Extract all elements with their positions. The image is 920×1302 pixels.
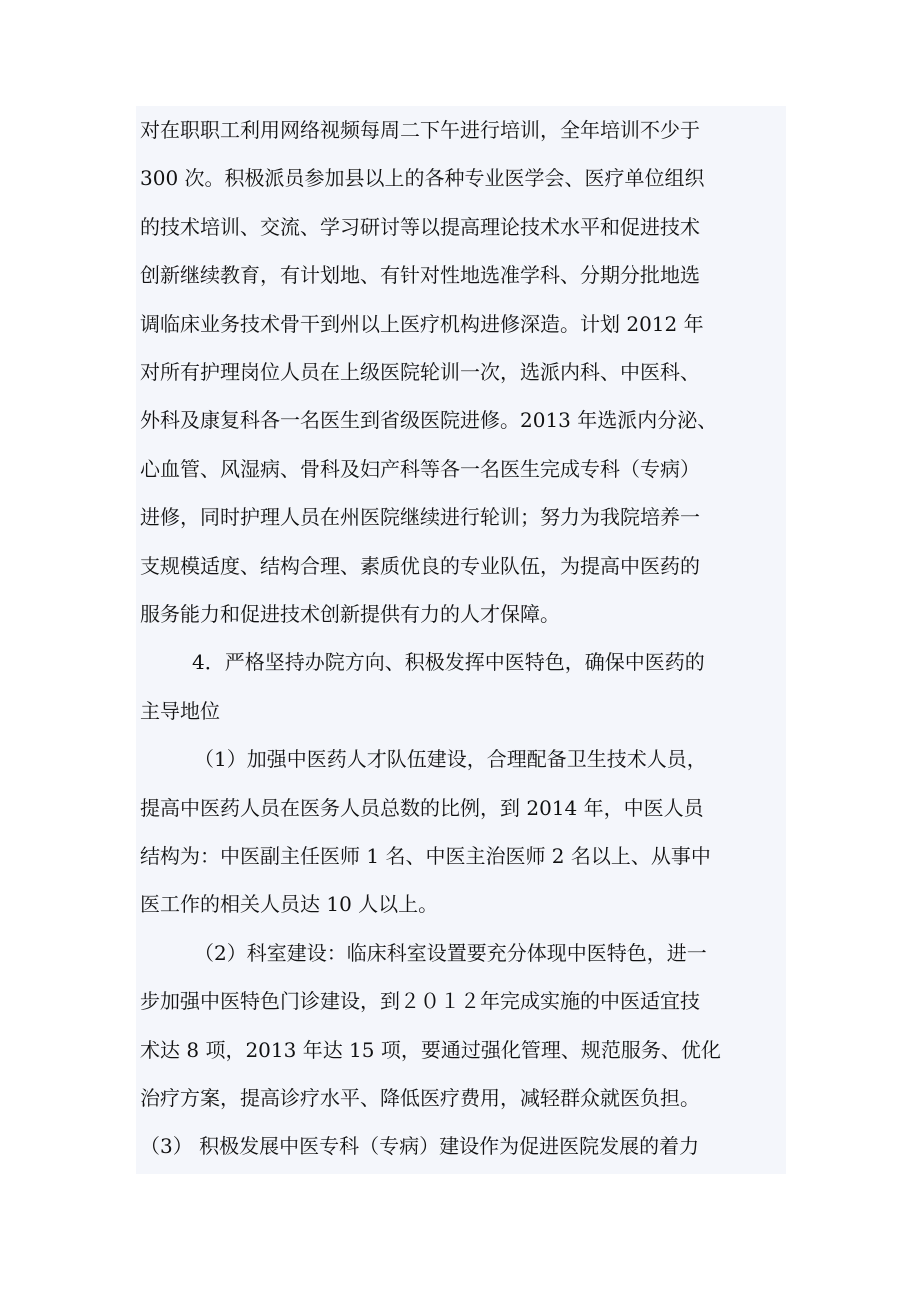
section-heading-continued: 主导地位 bbox=[140, 698, 220, 723]
text-line: 支规模适度、结构合理、素质优良的专业队伍，为提高中医药的 bbox=[140, 553, 700, 578]
text-line: 术达 8 项，2013 年达 15 项，要通过强化管理、规范服务、优化 bbox=[140, 1037, 721, 1062]
text-line: 调临床业务技术骨干到州以上医疗机构进修深造。计划 2012 年 bbox=[140, 311, 704, 336]
text-line: （1）加强中医药人才队伍建设，合理配备卫生技术人员， bbox=[194, 747, 707, 772]
text-line: 治疗方案，提高诊疗水平、降低医疗费用，减轻群众就医负担。 bbox=[140, 1086, 700, 1110]
text-line: 300 次。积极派员参加县以上的各种专业医学会、医疗单位组织 bbox=[140, 166, 705, 191]
text-line: 心血管、风湿病、骨科及妇产科等各一名医生完成专科（专病） bbox=[140, 456, 700, 481]
text-line: 对在职职工利用网络视频每周二下午进行培训，全年培训不少于 bbox=[140, 118, 700, 142]
text-line: 对所有护理岗位人员在上级医院轮训一次，选派内科、中医科、 bbox=[140, 360, 700, 384]
text-line: 外科及康复科各一名医生到省级医院进修。2013 年选派内分泌、 bbox=[140, 408, 718, 433]
text-line: 步加强中医特色门诊建设，到２０１２年完成实施的中医适宜技 bbox=[140, 989, 700, 1014]
text-line: 结构为：中医副主任医师 1 名、中医主治医师 2 名以上、从事中 bbox=[140, 844, 711, 868]
text-line: 的技术培训、交流、学习研讨等以提高理论技术水平和促进技术 bbox=[140, 214, 700, 239]
text-line: 提高中医药人员在医务人员总数的比例，到 2014 年，中医人员 bbox=[140, 795, 704, 820]
section-heading: 4．严格坚持办院方向、积极发挥中医特色，确保中医药的 bbox=[192, 650, 705, 675]
text-line: 医工作的相关人员达 10 人以上。 bbox=[140, 892, 439, 917]
text-line: 创新继续教育，有计划地、有针对性地选准学科、分期分批地选 bbox=[140, 263, 700, 288]
text-block bbox=[136, 106, 786, 1174]
text-line: （2）科室建设：临床科室设置要充分体现中医特色，进一 bbox=[194, 940, 707, 965]
text-line: 进修，同时护理人员在州医院继续进行轮训；努力为我院培养一 bbox=[140, 505, 700, 530]
text-line: （3） 积极发展中医专科（专病）建设作为促进医院发展的着力 bbox=[140, 1134, 700, 1159]
text-line: 服务能力和促进技术创新提供有力的人才保障。 bbox=[140, 602, 560, 626]
